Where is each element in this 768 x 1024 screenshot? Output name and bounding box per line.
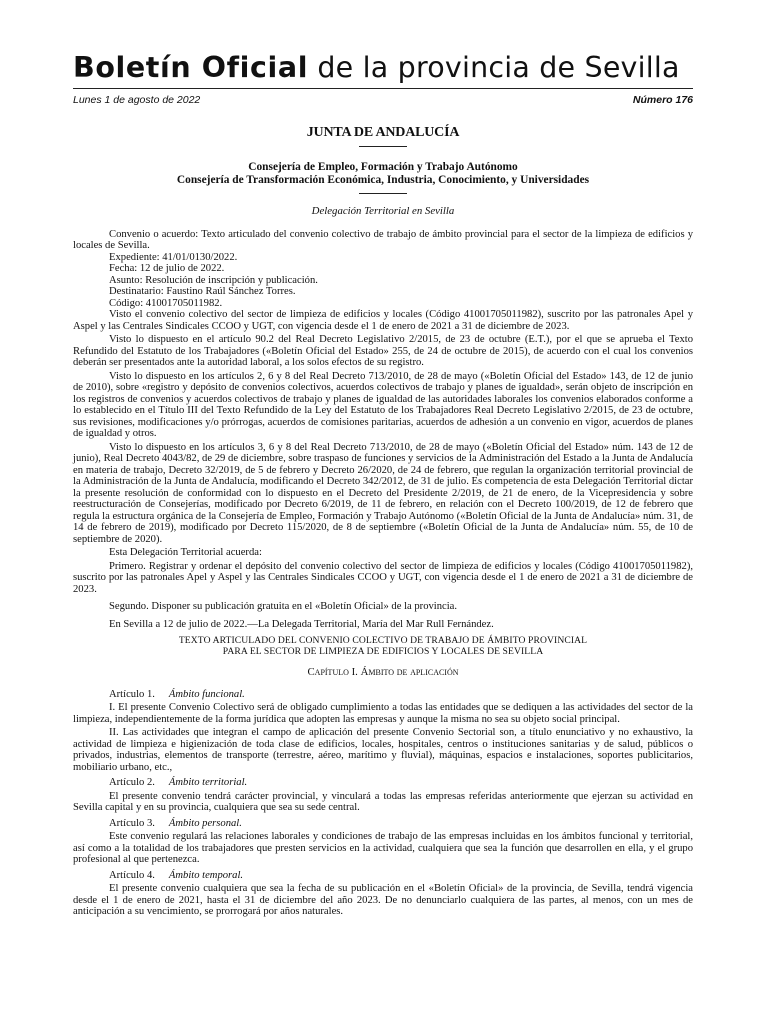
body-paragraph: Visto el convenio colectivo del sector de limpieza de edificios y locales (Código 41001705011982), suscrito por las patronales Apel y Aspel y las Centrales Sindicales CCOO y UGT, con vigencia desde el 1 de enero de 2021 a 31 de diciembre de 2023. [73,309,693,332]
field-destinatario: Destinatario: Faustino Raúl Sánchez Torres. [109,286,296,297]
masthead-title-rest: de la provincia de Sevilla [317,51,680,84]
field-expediente: Expediente: 41/01/0130/2022. [109,251,238,263]
article-heading [73,777,693,789]
article-number: Artículo 4. [109,869,155,881]
article-paragraph: El presente convenio tendrá carácter provincial, y vinculará a todas las empresas referidas anteriormente que ejerzan su actividad en Sevilla capital y en su provincia, cualquiera que sea su sede central. [73,790,693,813]
article-heading [73,689,693,701]
article-title: Ámbito funcional. [168,688,245,700]
issue-bar [73,94,693,106]
consejerias-block [73,161,693,187]
article-paragraph: I. El presente Convenio Colectivo será de obligado cumplimiento a todas las entidades que se dediquen a las actividades del sector de la limpieza, independientemente de la forma jurídica que adopten las empresas y aunque la misma no sea su objeto social principal. [73,702,693,725]
field-asunto: Asunto: Resolución de inscripción y publicación. [109,274,318,286]
body-paragraph: Visto lo dispuesto en el artículo 90.2 del Real Decreto Legislativo 2/2015, de 23 de octubre (E.T.), por el que se aprueba el Texto Refundido del Estatuto de los Trabajadores («Boletín Oficial del Estado» 255, de 24 de octubre de 2015), de acuerdo con el cual los convenios deberán ser presentados ante la autoridad laboral, a los solos efectos de su registro. [73,334,693,368]
article-number: Artículo 1. [109,688,155,700]
consejeria-line: Consejería de Empleo, Formación y Trabajo Autónomo [248,161,518,173]
article-paragraph: II. Las actividades que integran el campo de aplicación del presente Convenio Sectorial son, a título enunciativo y no exhaustivo, la actividad de limpieza e higienización de toda clase de edificios, locales, hospitales, centros o instituciones sanitarias y de salud, públicos o privados, industrias, elementos de transporte (terrestre, aéreo, marítimo y fluvial), máquinas, espacios e instalaciones, soportes publicitarios, mobiliario urbano, etc., [73,727,693,773]
body-paragraph: Esta Delegación Territorial acuerda: [109,547,262,558]
field-codigo: Código: 41001705011982. [109,297,223,309]
masthead-title [73,50,693,86]
short-divider [359,146,407,147]
agreement-title [73,635,693,657]
chapter-heading: Capítulo I. Ámbito de aplicación [307,666,459,678]
record-fields [73,229,693,310]
issue-number: Número 176 [632,94,693,106]
article-title: Ámbito territorial. [168,777,248,788]
body-paragraph: Visto lo dispuesto en los artículos 2, 6 y 8 del Real Decreto 713/2010, de 28 de mayo («Boletín Oficial del Estado» 143, de 12 de junio de 2010), sobre «registro y depósito de convenios colectivos, acuerdos colectivos de trabajo y planes de igualdad», serán objeto de inscripción en los registros de convenios y acuerdos colectivos de trabajo y planes de igualdad de las autoridades laborales los convenios elaborados conforme a lo establecido en el Título III del Texto Refundido de la Ley del Estatuto de los Trabajadores Real Decreto Legislativo 2/2015, de 23 de octubre, sus revisiones, modificaciones y/o prórrogas, acuerdos de comisiones paritarias, acuerdos de adhesión a un convenio en vigor, acuerdos de planes de igualdad y otros. [73,370,693,439]
short-divider [359,193,407,194]
masthead-title-bold: Boletín Oficial [73,51,309,84]
field-agreement: Convenio o acuerdo: Texto articulado del convenio colectivo de trabajo de ámbito provincial para el sector de la limpieza de edificios y locales de Sevilla. [73,228,693,251]
agreement-title-line: PARA EL SECTOR DE LIMPIEZA DE EDIFICIOS Y LOCALES DE SEVILLA [222,646,544,657]
article-heading [73,870,693,882]
body-paragraph: Visto lo dispuesto en los artículos 3, 6 y 8 del Real Decreto 713/2010, de 28 de mayo («Boletín Oficial del Estado» núm. 143 de 12 de junio), Real Decreto 4043/82, de 29 de diciembre, sobre traspaso de funciones y servicios de la Administración del Estado a la Junta de Andalucía en materia de trabajo, Decreto 32/2019, de 5 de febrero y Decreto 26/2020, de 24 de febrero, que regulan la organización territorial provincial de la Administración de la Junta de Andalucía, modificando el Decreto 342/2012, de 31 de julio. Es competencia de esta Delegación Territorial dictar la presente resolución de conformidad con lo dispuesto en el Decreto del Presidente 2/2019, de 21 de enero, de la Vicepresidencia y sobre reestructuración de Consejerías, modificado por Decreto 6/2019, de 11 de febrero, en relación con el Decreto 100/2019, de 12 de febrero que regula la estructura orgánica de la Consejería de Empleo, Formación y Trabajo Autónomo («Boletín Oficial de la Junta de Andalucía» núm. 31, de 14 de febrero de 2019), modificado por Decreto 115/2020, de 8 de septiembre («Boletín Oficial de la Junta de Andalucía» núm. 55, de 10 de septiembre de 2020). [73,441,693,545]
article-title: Ámbito personal. [168,817,242,829]
document-body [73,120,693,918]
body-paragraph: Segundo. Disponer su publicación gratuita en el «Boletín Oficial» de la provincia. [109,601,458,612]
article-heading [73,818,693,830]
body-paragraph: Primero. Registrar y ordenar el depósito del convenio colectivo del sector de limpieza de edificios y locales (Código 41001705011982), suscrito por las patronales Apel y Aspel y las Centrales Sindicales CCOO y UGT, con vigencia desde el 1 de enero de 2021 a 31 de diciembre de 2023. [73,560,693,595]
article-paragraph: Este convenio regulará las relaciones laborales y condiciones de trabajo de las empresas incluidas en los ámbitos funcional y territorial, así como a la totalidad de los trabajadores que presten servicios en la actividad, cualquiera que sea la función que desarrollen en ella, y el grupo profesional al que pertenezca. [73,831,693,865]
issue-date: Lunes 1 de agosto de 2022 [73,94,201,106]
masthead-rule [73,88,693,89]
delegation-heading: Delegación Territorial en Sevilla [311,205,455,217]
article-title: Ámbito temporal. [168,869,244,881]
agreement-title-line: TEXTO ARTICULADO DEL CONVENIO COLECTIVO DE TRABAJO DE ÁMBITO PROVINCIAL [178,635,588,646]
field-fecha: Fecha: 12 de julio de 2022. [109,263,225,274]
signature-paragraph: En Sevilla a 12 de julio de 2022.—La Delegada Territorial, María del Mar Rull Fernández. [109,618,494,630]
consejeria-line: Consejería de Transformación Económica, Industria, Conocimiento, y Universidades [176,174,590,186]
organization-heading: JUNTA DE ANDALUCÍA [306,125,460,140]
article-paragraph: El presente convenio cualquiera que sea la fecha de su publicación en el «Boletín Oficial» de la provincia, de Sevilla, tendrá vigencia desde el 1 de enero de 2021, hasta el 31 de diciembre del año 2023. De no denunciarlo cualquiera de las partes, al menos, con un mes de anticipación a su vencimiento, se prorrogará por años naturales. [73,883,693,917]
article-number: Artículo 3. [109,817,155,829]
article-number: Artículo 2. [109,777,155,788]
